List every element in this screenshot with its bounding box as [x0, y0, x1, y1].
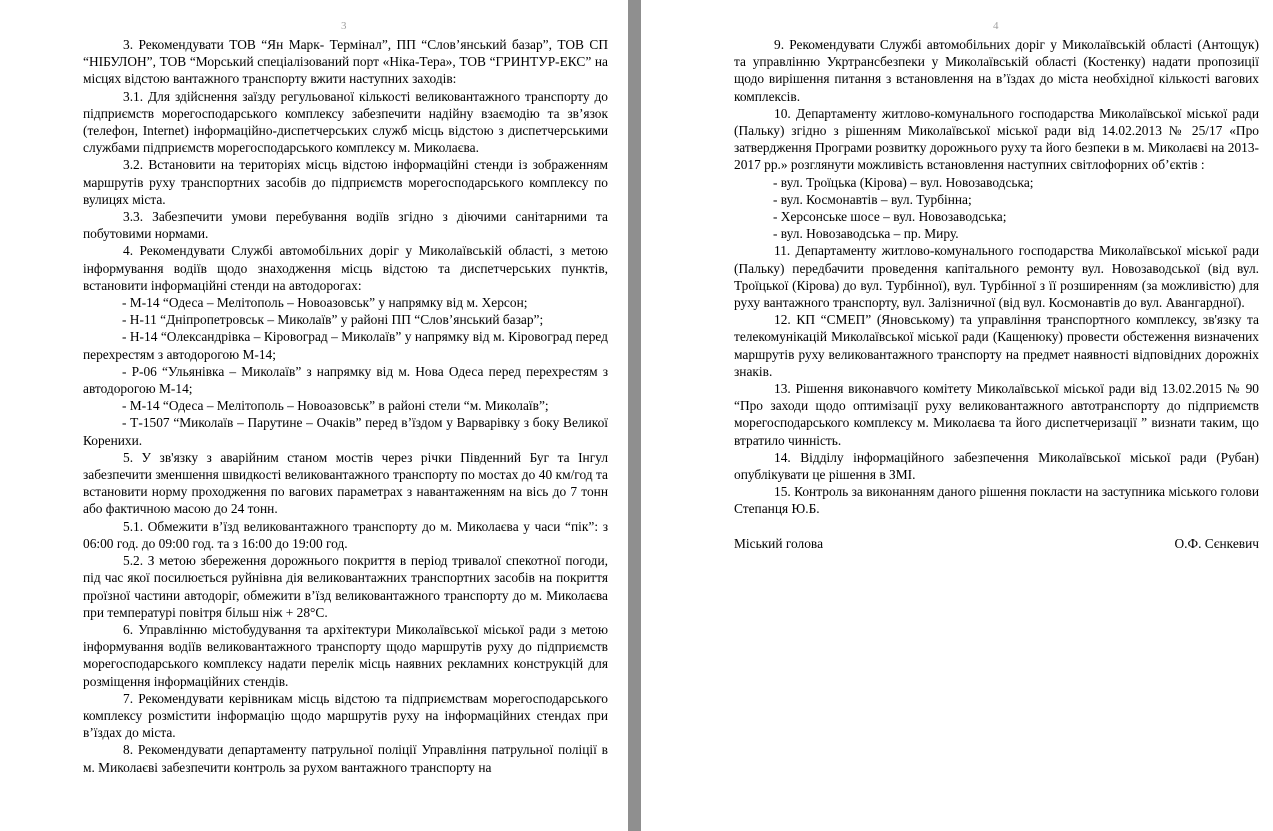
- paragraph: 3.1. Для здійснення заїзду регульованої кількості великовантажного транспорту до підприємств морегосподарського комплексу забезпечити надійну взаємодію та зв’язок (телефон, Internet) інформаційно-диспетчерських служб місць відстою з диспетчерськими службами підприємств морегосподарського комплексу м. Миколаєва.: [83, 88, 608, 156]
- paragraph: 7. Рекомендувати керівникам місць відстою та підприємствам морегосподарського комплексу розмістити інформацію щодо маршрутів руху на інформаційних стендах при в’їздах до міста.: [83, 690, 608, 741]
- paragraph: 9. Рекомендувати Службі автомобільних доріг у Миколаївській області (Антощук) та управлінню Укртрансбезпеки у Миколаївській області (Костенку) надати пропозиції щодо вирішення питання з встановлення на в’їздах до міста необхідної кількості вагових комплексів.: [734, 37, 1259, 104]
- paragraph: 5.2. З метою збереження дорожнього покриття в період тривалої спекотної погоди, під час якої посилюється руйнівна дія великовантажних транспортних засобів на покриття проїзної частини автодоріг, обмежити в’їзд великовантажного транспорту до м. Миколаєва при температурі повітря більш ніж + 28°С.: [83, 553, 608, 620]
- paragraph: 3. Рекомендувати ТОВ “Ян Марк- Термінал”, ПП “Слов’янський базар”, ТОВ СП “НІБУЛОН”, ТОВ “Морський спеціалізований порт «Ніка-Тера», ТОВ “ГРИНТУР-ЕКС” на місцях відстою вантажного транспорту вжити наступних заходів:: [83, 37, 608, 87]
- paragraph: 11. Департаменту житлово-комунального господарства Миколаївської міської ради (Пальку) передбачити проведення капітального ремонту вул. Новозаводської (від вул. Троїцької (Кірова) до вул. Турбінної), вул. Турбінної з її розширенням (за можливістю) для руху вантажного транспорту, вул. Залізничної (від вул. Космонавтів до вул. Авангардної).: [734, 243, 1259, 311]
- page-number: 3: [341, 20, 347, 32]
- list-item: - вул. Новозаводська – пр. Миру.: [773, 226, 959, 242]
- paragraph: 12. КП “СМЕП” (Яновському) та управління транспортного комплексу, зв'язку та телекомунікацій Миколаївської міської ради (Кащенюку) провести обстеження визначених маршрутів руху великовантажного транспорту на предмет наявності відповідних дорожніх знаків.: [734, 312, 1259, 379]
- list-item: - Т-1507 “Миколаїв – Парутине – Очаків” перед в’їздом у Варварівку з боку Великої Коренихи.: [83, 415, 608, 448]
- signature-name: О.Ф. Сєнкевич: [1174, 535, 1259, 551]
- page-number: 4: [993, 20, 999, 32]
- paragraph: 14. Відділу інформаційного забезпечення Миколаївської міської ради (Рубан) опублікувати це рішення в ЗМІ.: [734, 449, 1259, 483]
- paragraph: 5.1. Обмежити в’їзд великовантажного транспорту до м. Миколаєва у часи “пік”: з 06:00 год. до 09:00 год. та з 16:00 до 19:00 год.: [83, 518, 608, 551]
- document-page-right: [641, 0, 1273, 831]
- paragraph: 13. Рішення виконавчого комітету Миколаївської міської ради від 13.02.2015 № 90 “Про заходи щодо оптимізації руху великовантажного автотранспорту до підприємств морегосподарського комплексу м. Миколаєва та його диспетчеризації ” визнати таким, що втратило чинність.: [734, 381, 1259, 448]
- list-item: - Херсонське шосе – вул. Новозаводська;: [773, 209, 1007, 225]
- paragraph: 6. Управлінню містобудування та архітектури Миколаївської міської ради з метою інформування водіїв великовантажного транспорту щодо маршрутів руху до підприємств морегосподарського комплексу надати перелік місць наявних рекламних конструкцій для розміщення інформаційних стендів.: [83, 621, 608, 689]
- list-item: - вул. Космонавтів – вул. Турбінна;: [773, 191, 972, 207]
- paragraph: 4. Рекомендувати Службі автомобільних доріг у Миколаївській області, з метою інформування водіїв щодо знаходження місць відстою та диспетчерських пунктів, встановити інформаційні стенди на автодорогах:: [83, 243, 608, 293]
- paragraph: 3.3. Забезпечити умови перебування водіїв згідно з діючими санітарними та побутовими нормами.: [83, 209, 608, 242]
- paragraph: 5. У зв'язку з аварійним станом мостів через річки Південний Буг та Інгул забезпечити зменшення швидкості великовантажного транспорту по мостах до 40 км/год та встановити норму проходження по вагових параметрах з навантаженням на вісь до 7 тонн або фактичною масою до 24 тонн.: [83, 449, 608, 517]
- signature-position: Міський голова: [734, 535, 824, 551]
- page-body: [83, 36, 608, 776]
- document-page-left: [0, 0, 628, 831]
- paragraph: 8. Рекомендувати департаменту патрульної поліції Управління патрульної поліції в м. Миколаєві забезпечити контроль за рухом вантажного транспорту на: [83, 742, 608, 775]
- list-item: - Р-06 “Ульянівка – Миколаїв” з напрямку від м. Нова Одеса перед перехрестям з автодорогою М-14;: [83, 363, 608, 397]
- list-item: - М-14 “Одеса – Мелітополь – Новоазовськ” в районі стели “м. Миколаїв”;: [122, 398, 549, 414]
- list-item: - вул. Троїцька (Кірова) – вул. Новозаводська;: [773, 174, 1034, 190]
- page-gutter: [628, 0, 641, 831]
- list-item: - Н-11 “Дніпропетровськ – Миколаїв” у районі ПП “Слов’янський базар”;: [122, 312, 544, 328]
- page-body: [734, 36, 1259, 552]
- paragraph: 3.2. Встановити на територіях місць відстою інформаційні стенди із зображенням маршрутів руху транспортних засобів до підприємств морегосподарського комплексу по вулицях міста.: [83, 157, 608, 207]
- list-item: - Н-14 “Олександрівка – Кіровоград – Миколаїв” у напрямку від м. Кіровоград перед перехрестям з автодорогою М-14;: [83, 329, 608, 362]
- paragraph: 10. Департаменту житлово-комунального господарства Миколаївської міської ради (Пальку) згідно з рішенням Миколаївської міської ради від 14.02.2013 № 25/17 «Про затвердження Програми розвитку дорожнього руху та його безпеки в м. Миколаєві на 2013-2017 рр.» розглянути можливість встановлення наступних світлофорних об’єктів :: [734, 105, 1259, 173]
- signature-block: [734, 535, 1259, 552]
- paragraph: 15. Контроль за виконанням даного рішення покласти на заступника міського голови Степанця Ю.Б.: [734, 484, 1259, 517]
- list-item: - М-14 “Одеса – Мелітополь – Новоазовськ” у напрямку від м. Херсон;: [122, 295, 528, 311]
